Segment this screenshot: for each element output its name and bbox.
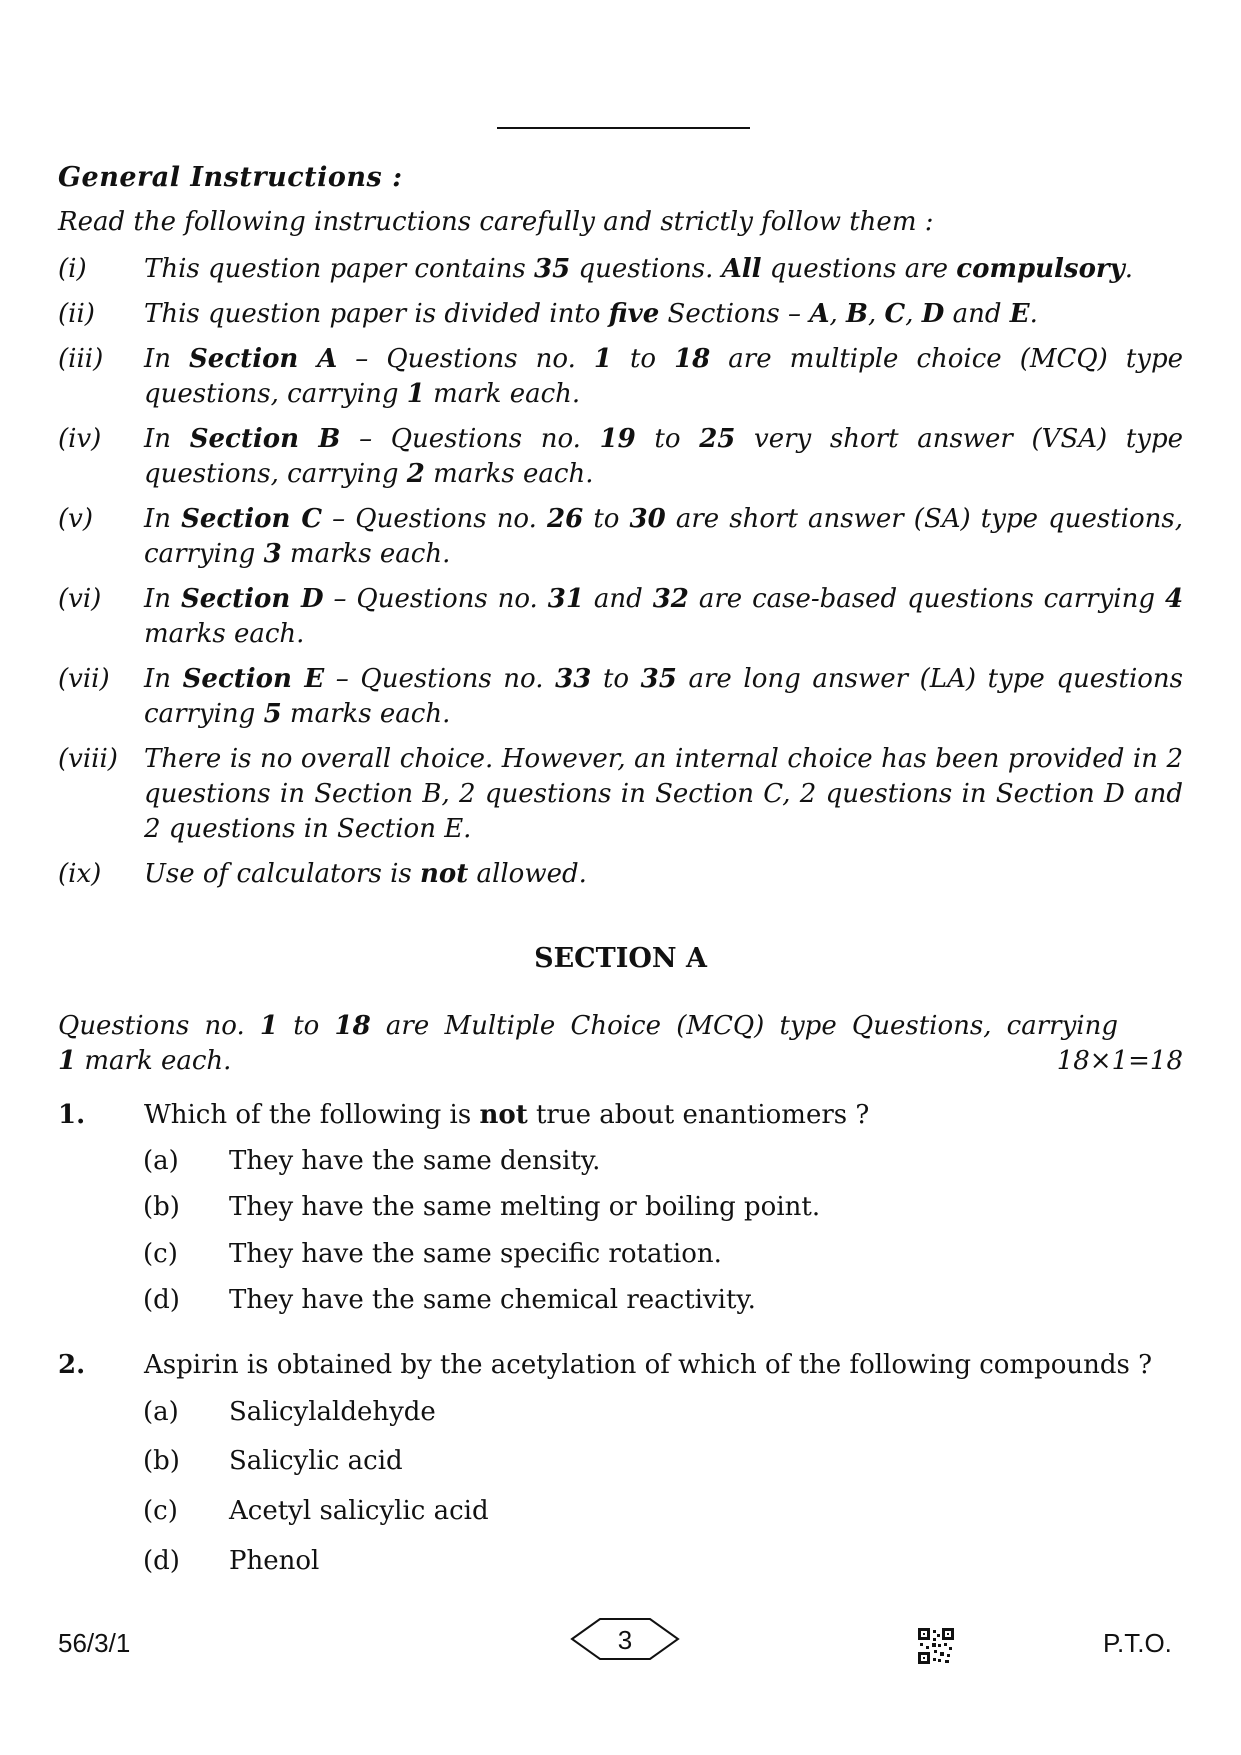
section-instructions-line: Questions no. 1 to 18 are Multiple Choice (MCQ) type Questions, carrying <box>58 1011 1118 1041</box>
instruction-item: (vii) In Section E – Questions no. 33 to 35 are long answer (LA) type questions carrying 5 marks each. <box>58 664 1184 729</box>
qr-code-icon <box>918 1628 954 1664</box>
instruction-item: (iii) In Section A – Questions no. 1 to 18 are multiple choice (MCQ) type questions, carrying 1 mark each. <box>58 344 1183 409</box>
instruction-item: (i) This question paper contains 35 questions. All questions are compulsory. <box>58 254 1133 284</box>
section-marks: 18×1=18 <box>1056 1046 1183 1076</box>
instruction-item: (v) In Section C – Questions no. 26 to 30 are short answer (SA) type questions, carrying 3 marks each. <box>58 504 1183 569</box>
answer-option: (d) They have the same chemical reactivity. <box>143 1285 756 1315</box>
instruction-item: (iv) In Section B – Questions no. 19 to 25 very short answer (VSA) type questions, carrying 2 marks each. <box>58 424 1184 489</box>
section-instructions <box>58 1009 1183 1079</box>
answer-option: (a) They have the same density. <box>143 1146 601 1176</box>
answer-option: (b) They have the same melting or boiling point. <box>143 1192 821 1222</box>
instruction-item: (vi) In Section D – Questions no. 31 and 32 are case-based questions carrying 4 marks each. <box>58 584 1184 649</box>
answer-option: (c) They have the same specific rotation. <box>143 1239 722 1269</box>
section-heading: SECTION A <box>534 943 707 974</box>
general-instructions-heading: General Instructions : <box>58 162 403 193</box>
general-instructions-intro: Read the following instructions carefully and strictly follow them : <box>58 207 934 237</box>
question-text: Which of the following is not true about enantiomers ? <box>144 1100 870 1130</box>
page-number: 3 <box>570 1617 680 1661</box>
section-instructions-line: 1 mark each. <box>58 1046 232 1076</box>
paper-code: 56/3/1 <box>58 1628 131 1658</box>
answer-option: (c) Acetyl salicylic acid <box>143 1496 489 1526</box>
page-turn-over: P.T.O. <box>1103 1628 1172 1658</box>
answer-option: (a) Salicylaldehyde <box>143 1397 436 1427</box>
question-number: 2. <box>58 1350 86 1380</box>
top-divider <box>497 127 750 129</box>
question <box>58 1350 1183 1380</box>
question-text: Aspirin is obtained by the acetylation of which of the following compounds ? <box>144 1350 1153 1380</box>
question <box>58 1100 1183 1130</box>
instruction-item: (ix) Use of calculators is not allowed. <box>58 859 587 889</box>
answer-option: (d) Phenol <box>143 1546 320 1576</box>
answer-option: (b) Salicylic acid <box>143 1446 403 1476</box>
instruction-item: (viii) There is no overall choice. However, an internal choice has been provided in 2 questions in Section B, 2 questions in Section C, 2 questions in Section D and 2 questions in Section E. <box>58 744 1183 844</box>
instruction-item: (ii) This question paper is divided into five Sections – A, B, C, D and E. <box>58 299 1038 329</box>
question-number: 1. <box>58 1100 86 1130</box>
